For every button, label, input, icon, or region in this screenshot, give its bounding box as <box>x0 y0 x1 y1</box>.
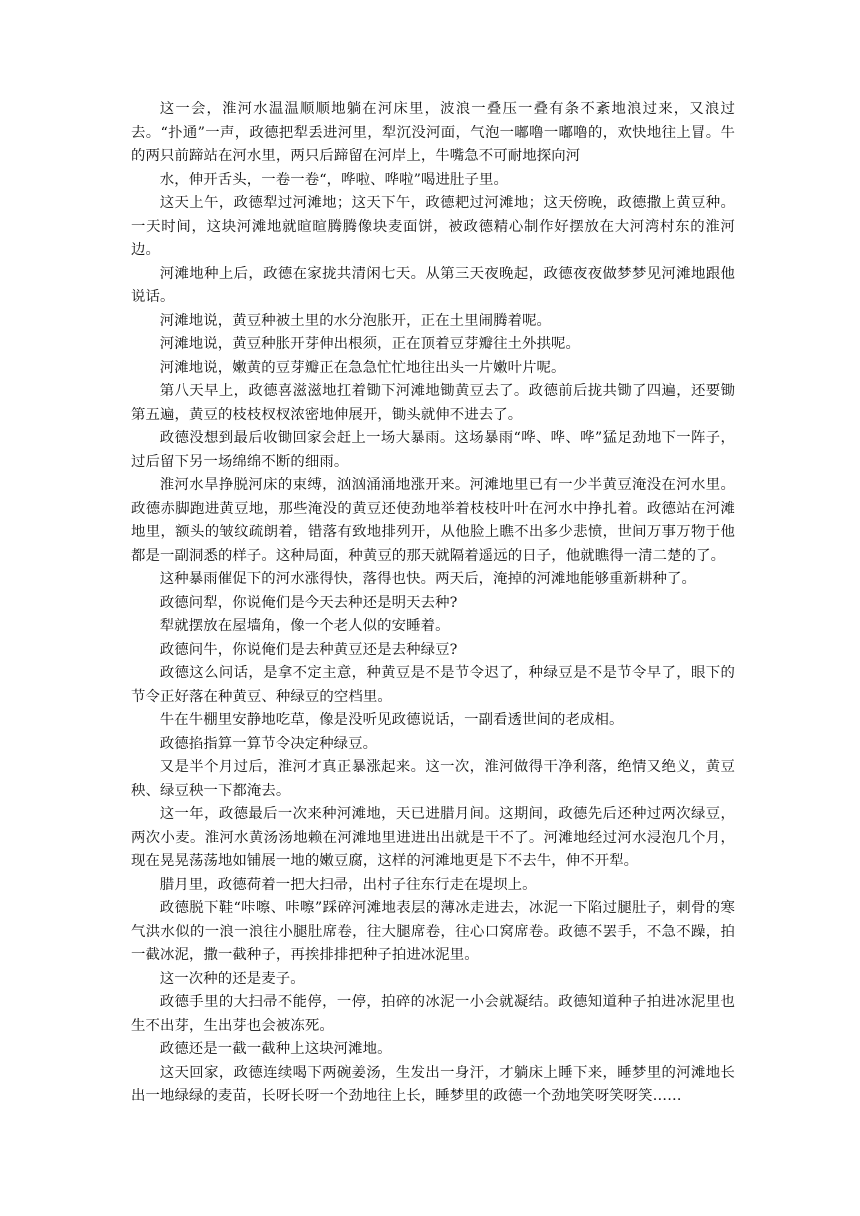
paragraph: 这天回家，政德连续喝下两碗姜汤，生发出一身汗，才躺床上睡下来，睡梦里的河滩地长出一地绿绿的麦苗，长呀长呀一个劲地往上长，睡梦里的政德一个劲地笑呀笑呀笑…… <box>131 1064 735 1104</box>
article-body <box>131 98 735 1109</box>
paragraph: 又是半个月过后，淮河才真正暴涨起来。这一次，淮河做得干净利落，绝情又绝义，黄豆秧、绿豆秧一下都淹去。 <box>131 759 735 799</box>
paragraph: 这一次种的还是麦子。 <box>159 970 305 987</box>
paragraph: 政德手里的大扫帚不能停，一停，拍碎的冰泥一小会就凝结。政德知道种子拍进冰泥里也生不出芽，生出芽也会被冻死。 <box>131 994 735 1034</box>
paragraph: 淮河水旱挣脱河床的束缚，汹汹涌涌地涨开来。河滩地里已有一少半黄豆淹没在河水里。政德赤脚跑进黄豆地，那些淹没的黄豆还使劲地举着枝枝叶叶在河水中挣扎着。政德站在河滩地里，额头的皱纹疏朗着，错落有致地排列开，从他脸上瞧不出多少悲愤，世间万事万物于他都是一副洞悉的样子。这种局面，种黄豆的那天就隔着遥远的日子，他就瞧得一清二楚的了。 <box>131 477 735 564</box>
paragraph: 第八天早上，政德喜滋滋地扛着锄下河滩地锄黄豆去了。政德前后拢共锄了四遍，还要锄第五遍，黄豆的枝枝杈杈浓密地伸展开，锄头就伸不进去了。 <box>131 383 735 423</box>
paragraph: 犁就摆放在屋墙角，像一个老人似的安睡着。 <box>159 618 450 634</box>
paragraph: 牛在牛棚里安静地吃草，像是没听见政德说话，一副看透世间的老成相。 <box>159 712 624 728</box>
paragraph: 河滩地说，黄豆种胀开芽伸出根须，正在顶着豆芽瓣往土外拱呢。 <box>159 336 581 352</box>
paragraph: 河滩地说，嫩黄的豆芽瓣正在急急忙忙地往出头一片嫩叶片呢。 <box>159 359 566 376</box>
paragraph: 河滩地说，黄豆种被土里的水分泡胀开，正在土里闹腾着呢。 <box>159 312 552 329</box>
paragraph: 政德脱下鞋“咔嚓、咔嚓”踩碎河滩地表层的薄冰走进去，冰泥一下陷过腿肚子，刺骨的寒气洪水似的一浪一浪往小腿肚席卷，往大腿席卷，往心口窝席卷。政德不罢手，不急不躁，拍一截冰泥，撒一截种子，再挨排排把种子拍进冰泥里。 <box>131 900 735 963</box>
paragraph: 政德没想到最后收锄回家会赶上一场大暴雨。这场暴雨“哗、哗、哗”猛足劲地下一阵子，过后留下另一场绵绵不断的细雨。 <box>131 430 735 470</box>
paragraph: 这一会，淮河水温温顺顺地躺在河床里，波浪一叠压一叠有条不紊地浪过来，又浪过去。“扑通”一声，政德把犁丢进河里，犁沉没河面，气泡一嘟噜一嘟噜的，欢快地往上冒。牛的两只前蹄站在河水里，两只后蹄留在河岸上，牛嘴急不可耐地探向河 <box>131 101 735 164</box>
paragraph: 政德这么问话，是拿不定主意，种黄豆是不是节令迟了，种绿豆是不是节令早了，眼下的节令正好落在种黄豆、种绿豆的空档里。 <box>131 665 735 705</box>
paragraph: 这种暴雨催促下的河水涨得快，落得也快。两天后，淹掉的河滩地能够重新耕种了。 <box>159 571 696 587</box>
paragraph: 这天上午，政德犁过河滩地；这天下午，政德耙过河滩地；这天傍晚，政德撒上黄豆种。一天时间，这块河滩地就暄暄腾腾像块麦面饼，被政德精心制作好摆放在大河湾村东的淮河边。 <box>131 195 735 258</box>
paragraph: 河滩地种上后，政德在家拢共清闲七天。从第三天夜晚起，政德夜夜做梦梦见河滩地跟他说话。 <box>131 265 735 305</box>
paragraph: 腊月里，政德荷着一把大扫帚，出村子往东行走在堤坝上。 <box>159 876 537 893</box>
paragraph: 这一年，政德最后一次来种河滩地，天已进腊月间。这期间，政德先后还种过两次绿豆，两次小麦。淮河水黄汤汤地赖在河滩地里进进出出就是干不了。河滩地经过河水浸泡几个月，现在晃晃荡荡地如铺展一地的嫩豆腐，这样的河滩地更是下不去牛，伸不开犁。 <box>131 806 735 869</box>
paragraph: 水，伸开舌头，一卷一卷“，哗啦、哗啦”喝进肚子里。 <box>159 171 508 188</box>
paragraph: 政德问犁，你说俺们是今天去种还是明天去种? <box>159 594 458 611</box>
paragraph: 政德掐指算一算节令决定种绿豆。 <box>159 735 378 752</box>
paragraph: 政德还是一截一截种上这块河滩地。 <box>159 1041 392 1057</box>
paragraph: 政德问牛，你说俺们是去种黄豆还是去种绿豆? <box>159 641 458 658</box>
